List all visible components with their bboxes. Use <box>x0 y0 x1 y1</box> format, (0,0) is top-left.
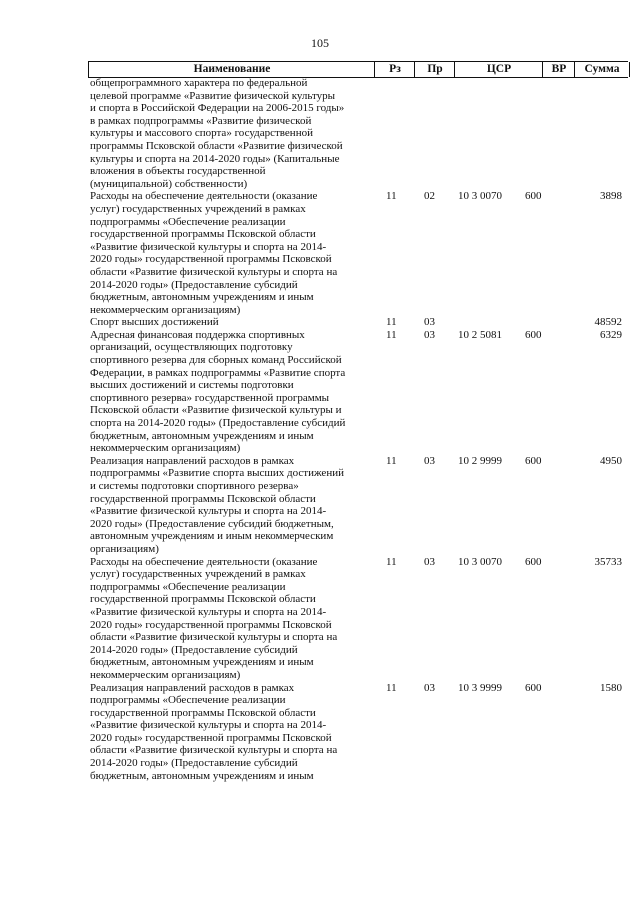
row-vr: 600 <box>525 328 542 341</box>
row-name: Реализация направлений расходов в рамках подпрограммы «Развитие спорта высших достижений и системы подготовки спортивного резерва» государственной программы Псковской области «Развитие физической культуры и спорта на 2014- 2020 годы» (Предоставление субсидий бюджетным, автономным учреждениям и иным некоммерческим организациям) <box>90 454 344 555</box>
table-header <box>88 61 628 78</box>
row-name: общепрограммного характера по федеральной целевой программе «Развитие физической культуры и спорта в Российской Федерации на 2006-2015 годы» в рамках подпрограммы «Развитие физической культуры и массового спорта» государственной программы Псковской области «Развитие физической культуры и спорта на 2014-2020 годы» (Капитальные вложения в объекты государственной (муниципальной) собственности) <box>90 77 345 190</box>
header-rz: Рз <box>374 62 415 77</box>
row-sum: 6329 <box>600 328 622 341</box>
row-sum: 1580 <box>600 681 622 694</box>
row-sum: 48592 <box>594 316 622 329</box>
row-sum: 4950 <box>600 454 622 467</box>
row-rz: 11 <box>386 681 397 694</box>
row-rz: 11 <box>386 555 397 568</box>
header-pr: Пр <box>414 62 455 77</box>
row-vr: 600 <box>525 454 542 467</box>
row-csr: 10 2 5081 <box>458 328 502 341</box>
row-sum: 3898 <box>600 190 622 203</box>
row-rz: 11 <box>386 316 397 329</box>
header-vr: ВР <box>542 62 575 77</box>
row-name: Расходы на обеспечение деятельности (оказание услуг) государственных учреждений в рамках подпрограммы «Обеспечение реализации государственной программы Псковской области «Развитие физической культуры и спорта на 2014- 2020 годы» государственной программы Псковской области «Развитие физической культуры и спорта на 2014-2020 годы» (Предоставление субсидий бюджетным, автономным учреждениям и иным некоммерческим организациям) <box>90 190 338 316</box>
row-rz: 11 <box>386 454 397 467</box>
row-pr: 03 <box>424 555 435 568</box>
row-rz: 11 <box>386 190 397 203</box>
row-name: Реализация направлений расходов в рамках подпрограммы «Обеспечение реализации государственной программы Псковской области «Развитие физической культуры и спорта на 2014- 2020 годы» государственной программы Псковской области «Развитие физической культуры и спорта на 2014-2020 годы» (Предоставление субсидий бюджетным, автономным учреждениям и иным <box>90 681 338 782</box>
row-sum: 35733 <box>594 555 622 568</box>
row-vr: 600 <box>525 555 542 568</box>
row-vr: 600 <box>525 681 542 694</box>
table-row <box>90 682 630 783</box>
row-rz: 11 <box>386 328 397 341</box>
row-name: Расходы на обеспечение деятельности (оказание услуг) государственных учреждений в рамках подпрограммы «Обеспечение реализации государственной программы Псковской области «Развитие физической культуры и спорта на 2014- 2020 годы» государственной программы Псковской области «Развитие физической культуры и спорта на 2014-2020 годы» (Предоставление субсидий бюджетным, автономным учреждениям и иным некоммерческим организациям) <box>90 555 338 681</box>
row-csr: 10 3 9999 <box>458 681 502 694</box>
header-name: Наименование <box>88 62 375 77</box>
table-row <box>90 77 630 190</box>
row-pr: 03 <box>424 454 435 467</box>
table-body <box>90 77 630 782</box>
row-csr: 10 3 0070 <box>458 555 502 568</box>
row-pr: 02 <box>424 190 435 203</box>
table-row <box>90 190 630 316</box>
row-pr: 03 <box>424 328 435 341</box>
header-sum: Сумма <box>574 62 630 77</box>
table-row <box>90 455 630 556</box>
row-pr: 03 <box>424 316 435 329</box>
table-row <box>90 329 630 455</box>
table-row <box>90 556 630 682</box>
table-row <box>90 316 630 329</box>
header-csr: ЦСР <box>454 62 543 77</box>
row-csr: 10 2 9999 <box>458 454 502 467</box>
row-vr: 600 <box>525 190 542 203</box>
row-name: Адресная финансовая поддержка спортивных организаций, осуществляющих подготовку спортивного резерва для сборных команд Российской Федерации, в рамках подпрограммы «Развитие спорта высших достижений и системы подготовки спортивного резерва» государственной программы Псковской области «Развитие физической культуры и спорта на 2014-2020 годы» (Предоставление субсидий бюджетным, автономным учреждениям и иным некоммерческим организациям) <box>90 328 346 455</box>
row-csr: 10 3 0070 <box>458 190 502 203</box>
row-pr: 03 <box>424 681 435 694</box>
row-name: Спорт высших достижений <box>90 316 219 329</box>
page-number: 105 <box>311 36 329 50</box>
